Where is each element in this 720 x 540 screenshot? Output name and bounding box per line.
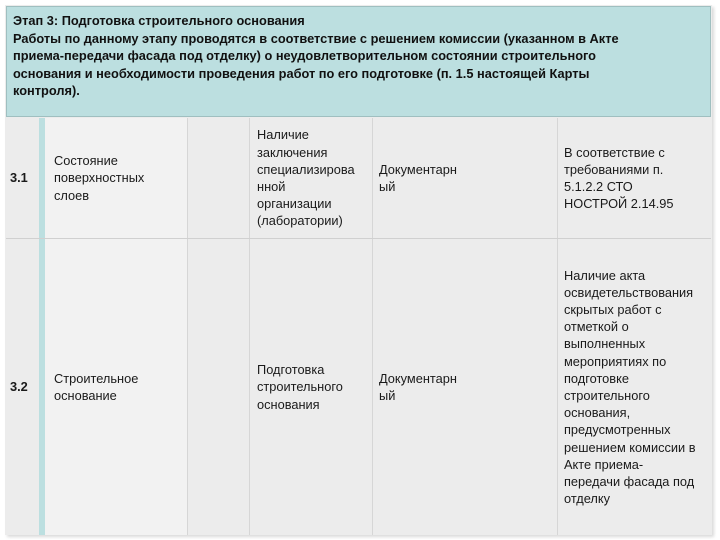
table-row [6, 118, 711, 238]
control-table [6, 118, 711, 535]
control-type-cell [372, 239, 557, 535]
stage-header [6, 6, 711, 117]
reference-text: В соответствие с требованиями п. 5.1.2.2 СТО НОСТРОЙ 2.14.95 [564, 144, 674, 212]
stage-title-line: Этап 3: Подготовка строительного основания [13, 13, 305, 28]
row-number: 3.1 [10, 170, 28, 186]
reference-cell [557, 239, 711, 535]
row-name-cell [39, 239, 187, 535]
empty-cell [187, 239, 249, 535]
control-type-text: Документарн ый [379, 161, 457, 194]
control-type-cell [372, 118, 557, 238]
row-name: Состояние поверхностных слоев [54, 153, 145, 203]
control-type-text: Документарн ый [379, 370, 457, 403]
empty-cell [187, 118, 249, 238]
row-name-cell [39, 118, 187, 238]
stage-title-line: Работы по данному этапу проводятся в соответствие с решением комиссии (указанном в Акте [13, 30, 619, 46]
row-number: 3.2 [10, 379, 28, 395]
stage-title-line: приема-передачи фасада под отделку) о неудовлетворительном состоянии строительного [13, 48, 596, 63]
stage-title-line: контроля). [13, 83, 80, 98]
reference-cell [557, 118, 711, 238]
requirement-cell [249, 239, 372, 535]
row-number-cell [6, 239, 39, 535]
reference-text: Наличие акта освидетельствования скрытых работ с отметкой о выполненных мероприятиях по подготовке строительного основания, предусмотренных решением комиссии в Акте приема- передачи фасада под отделку [564, 267, 696, 507]
stage-title-line: основания и необходимости проведения работ по его подготовке (п. 1.5 настоящей Карты [13, 65, 590, 81]
table-row [6, 239, 711, 535]
requirement-text: Наличие заключения специализирова нной организации (лаборатории) [257, 127, 355, 229]
requirement-text: Подготовка строительного основания [257, 362, 343, 412]
row-name: Строительное основание [54, 370, 139, 403]
requirement-cell [249, 118, 372, 238]
row-number-cell [6, 118, 39, 238]
